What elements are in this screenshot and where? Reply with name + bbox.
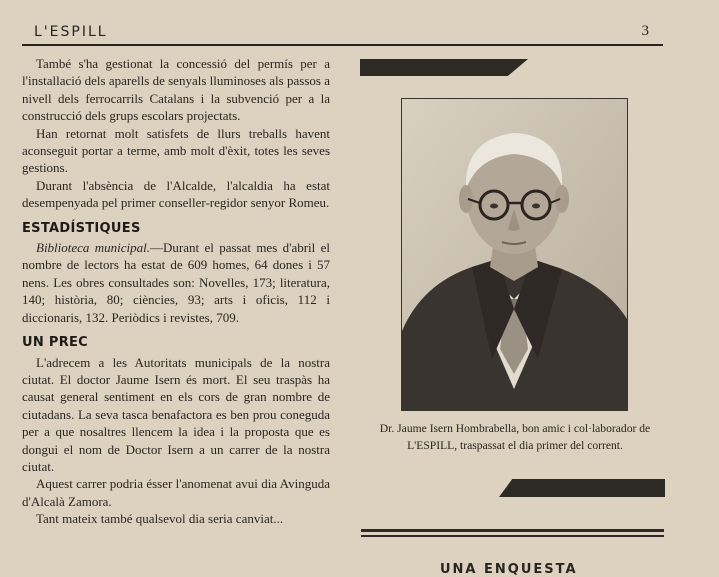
intro-paragraph-2: Han retornat molt satisfets de llurs treballs havent aconseguit portar a terme, amb molt d'èxit, totes les seves gestions. [22, 125, 330, 176]
portrait-image [402, 99, 627, 410]
masthead [22, 24, 663, 46]
page-number: 3 [641, 23, 649, 39]
show-through-text [649, 60, 719, 200]
intro-paragraph-3: Durant l'absència de l'Alcalde, l'alcaldia ha estat desempenyada pel primer conseller-regidor senyor Romeu. [22, 177, 330, 211]
left-column [22, 55, 330, 528]
heading-estadistiques: ESTADÍSTIQUES [22, 220, 141, 236]
prec-paragraph-2: Aquest carrer podria ésser l'anomenat avui dia Avinguda d'Alcalà Zamora. [22, 476, 330, 509]
decorative-bar-top [360, 59, 528, 76]
estadistiques-text: —Durant el passat mes d'abril el nombre de lectors ha estat de 609 homes, 64 dones i 57 nens. Les obres consultades son: Novelles, 173; literatura, 140; història, 80; ciències, 93; arts i oficis, 112 i diccionaris, 132. Periòdics i revistes, 709. [22, 240, 331, 325]
next-article-heading: UNA ENQUESTA [440, 562, 578, 577]
estadistiques-paragraph [22, 239, 330, 326]
decorative-bar-middle [499, 479, 665, 497]
double-rule [361, 529, 664, 537]
heading-un-prec: UN PREC [22, 335, 89, 351]
portrait-photo [401, 98, 628, 411]
publication-title: L'ESPILL [34, 24, 108, 40]
prec-paragraph-3: Tant mateix també qualsevol dia seria canviat... [36, 511, 284, 527]
prec-paragraph-1: L'adrecem a les Autoritats municipals de la nostra ciutat. El doctor Jaume Isern és mort. El seu traspàs ha causat general sentiment en els cors de gran nombre de ciutadans. La seva tasca benafactora es ben prou coneguda per a que nosaltres llencem la idea i la proposta que es dongui el nom de Doctor Isern a un carrer de la nostra ciutat. [22, 354, 330, 474]
intro-paragraph-1: També s'ha gestionat la concessió del permís per a l'installació dels aparells de senyals lluminoses als passos a nivell dels ferrocarrils Catalans i la subvenció per a la construcció dels grups escolars projectats. [22, 56, 330, 124]
biblioteca-lead: Biblioteca municipal. [36, 240, 151, 256]
photo-caption: Dr. Jaume Isern Hombrabella, bon amic i col·laborador de L'ESPILL, traspassat el dia primer del corrent. [379, 422, 651, 452]
